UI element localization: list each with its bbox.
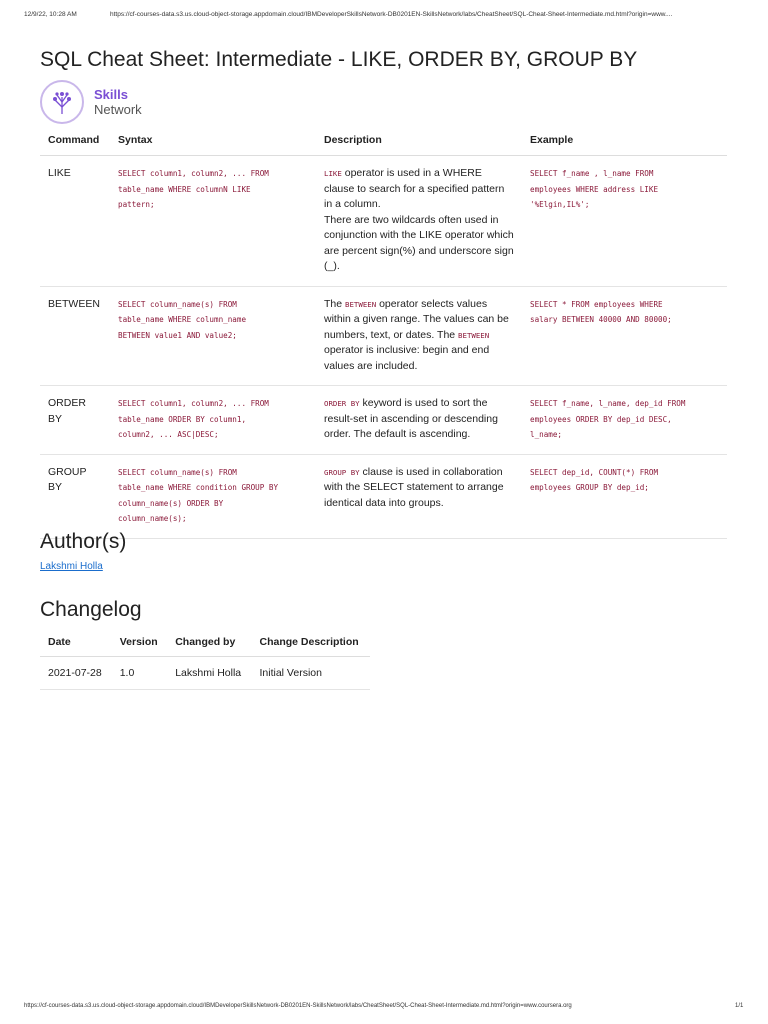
col-example: Example xyxy=(522,125,727,156)
syntax-cell xyxy=(110,454,316,538)
syntax-line: table_name WHERE condition GROUP BY xyxy=(118,483,279,492)
changelog-description: Initial Version xyxy=(252,657,371,690)
author-link[interactable]: Lakshmi Holla xyxy=(40,561,103,572)
syntax-cell xyxy=(110,156,316,287)
syntax-line: column2, ... ASC|DESC; xyxy=(118,430,219,439)
skills-network-logo xyxy=(40,80,142,124)
example-line: salary BETWEEN 40000 AND 80000; xyxy=(530,315,672,324)
col-version: Version xyxy=(112,628,167,657)
logo-network: Network xyxy=(94,102,142,117)
command-cell: BETWEEN xyxy=(40,286,110,386)
changelog-header-row xyxy=(40,628,370,657)
description-text: keyword is used to sort the result-set in ascending or descending order. The default is ascending. xyxy=(324,397,498,440)
syntax-line: column_name(s); xyxy=(118,514,187,523)
example-line: employees GROUP BY dep_id; xyxy=(530,483,649,492)
example-line: SELECT * FROM employees WHERE xyxy=(530,299,663,309)
table-row xyxy=(40,454,727,538)
syntax-line: SELECT column1, column2, ... FROM xyxy=(118,399,269,408)
syntax-line: SELECT column1, column2, ... FROM xyxy=(118,169,269,178)
syntax-line: table_name ORDER BY column1, xyxy=(118,414,247,424)
syntax-cell xyxy=(110,286,316,386)
col-syntax: Syntax xyxy=(110,125,316,156)
changelog-date: 2021-07-28 xyxy=(40,657,112,690)
command-cell: GROUP BY xyxy=(40,454,110,538)
print-date: 12/9/22, 10:28 AM xyxy=(24,11,77,18)
col-changed-by: Changed by xyxy=(167,628,251,657)
table-row xyxy=(40,657,370,690)
description-text: The xyxy=(324,297,346,310)
syntax-line: table_name WHERE columnN LIKE xyxy=(118,184,251,194)
description-text: clause is used in collaboration with the SELECT statement to arrange identical data into groups. xyxy=(324,465,504,509)
description-text: operator is inclusive: begin and end values are included. xyxy=(324,344,490,372)
description-cell xyxy=(316,454,522,538)
syntax-line: column_name(s) ORDER BY xyxy=(118,498,224,508)
example-line: SELECT f_name, l_name, dep_id FROM xyxy=(530,399,686,408)
description-cell xyxy=(316,156,522,287)
example-line: l_name; xyxy=(530,430,563,439)
example-cell xyxy=(522,454,727,538)
inline-code: GROUP BY xyxy=(324,467,360,477)
inline-code: ORDER BY xyxy=(324,399,360,408)
logo-skills: Skills xyxy=(94,87,128,102)
example-cell xyxy=(522,156,727,287)
table-row xyxy=(40,286,727,386)
command-cell: LIKE xyxy=(40,156,110,287)
syntax-cell xyxy=(110,386,316,455)
description-cell xyxy=(316,386,522,455)
cheat-sheet-table xyxy=(40,125,727,539)
description-text: There are two wildcards often used in conjunction with the LIKE operator which are percent sign(%) and underscore sign (_). xyxy=(324,213,514,272)
example-line: SELECT f_name , l_name FROM xyxy=(530,169,654,178)
syntax-line: BETWEEN value1 AND value2; xyxy=(118,330,237,340)
example-line: SELECT dep_id, COUNT(*) FROM xyxy=(530,467,659,477)
table-header-row xyxy=(40,125,727,156)
table-row xyxy=(40,386,727,455)
example-line: '%Elgin,IL%'; xyxy=(530,200,590,209)
syntax-line: SELECT column_name(s) FROM xyxy=(118,299,237,309)
print-footer-url: https://cf-courses-data.s3.us.cloud-object-storage.appdomain.cloud/IBMDeveloperSkillsNetwork-DB0201EN-SkillsNetwork/labs/CheatSheet/SQL-Cheat-Sheet-Intermediate.md.html?origin=www.coursera.org xyxy=(24,1003,572,1009)
changelog-changed-by: Lakshmi Holla xyxy=(167,657,251,690)
authors-heading: Author(s) xyxy=(40,530,127,553)
description-text: operator selects values within a given range. The values can be numbers, text, or dates. The xyxy=(324,297,509,341)
example-cell xyxy=(522,386,727,455)
inline-code: BETWEEN xyxy=(345,299,377,309)
command-cell: ORDER BY xyxy=(40,386,110,455)
inline-code: BETWEEN xyxy=(458,330,490,340)
changelog-heading: Changelog xyxy=(40,598,142,621)
example-cell xyxy=(522,286,727,386)
syntax-line: SELECT column_name(s) FROM xyxy=(118,467,237,477)
page-number: 1/1 xyxy=(735,1003,744,1009)
example-line: employees WHERE address LIKE xyxy=(530,184,659,194)
network-tree-icon xyxy=(40,80,84,124)
changelog-version: 1.0 xyxy=(112,657,167,690)
inline-code: LIKE xyxy=(324,169,342,178)
table-row xyxy=(40,156,727,287)
col-description: Description xyxy=(316,125,522,156)
description-cell xyxy=(316,286,522,386)
page-title: SQL Cheat Sheet: Intermediate - LIKE, ORDER BY, GROUP BY xyxy=(40,48,638,71)
col-command: Command xyxy=(40,125,110,156)
syntax-line: table_name WHERE column_name xyxy=(118,315,247,324)
print-url: https://cf-courses-data.s3.us.cloud-object-storage.appdomain.cloud/IBMDeveloperSkillsNetwork-DB0201EN-SkillsNetwork/labs/CheatSheet/SQL-Cheat-Sheet-Intermediate.md.html?origin=www.... xyxy=(110,11,673,18)
example-line: employees ORDER BY dep_id DESC, xyxy=(530,414,672,424)
description-text: operator is used in a WHERE clause to search for a specified pattern in a column. xyxy=(324,167,505,210)
col-date: Date xyxy=(40,628,112,657)
changelog-table xyxy=(40,628,370,690)
col-change-description: Change Description xyxy=(252,628,371,657)
syntax-line: pattern; xyxy=(118,200,155,209)
